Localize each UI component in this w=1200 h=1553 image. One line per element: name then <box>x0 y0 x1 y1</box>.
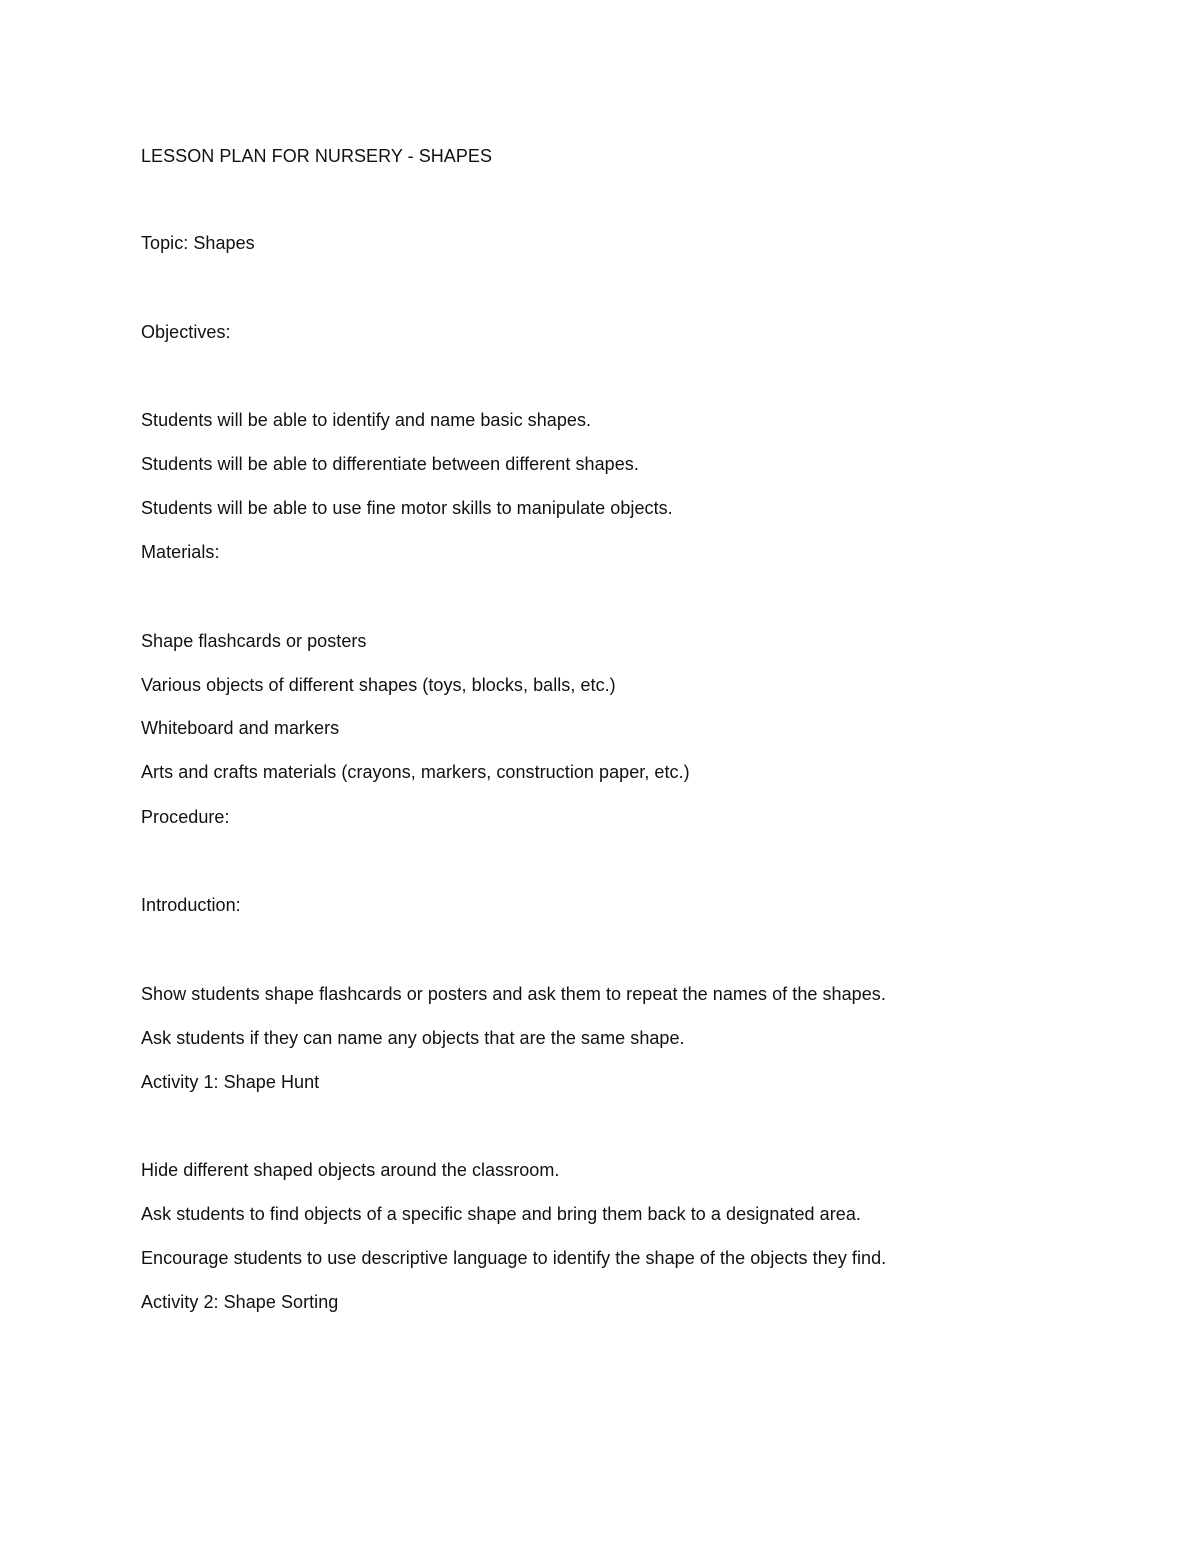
materials-heading: Materials: <box>141 542 220 562</box>
activity2-heading: Activity 2: Shape Sorting <box>141 1292 339 1312</box>
objective-item: Students will be able to identify and name basic shapes. <box>141 410 592 430</box>
introduction-item: Ask students if they can name any objects that are the same shape. <box>141 1028 685 1048</box>
introduction-item: Show students shape flashcards or posters and ask them to repeat the names of the shapes. <box>141 984 886 1004</box>
procedure-heading: Procedure: <box>141 807 230 827</box>
objectives-heading: Objectives: <box>141 322 231 342</box>
objective-item: Students will be able to use fine motor skills to manipulate objects. <box>141 498 673 518</box>
activity1-item: Encourage students to use descriptive language to identify the shape of the objects they find. <box>141 1248 887 1268</box>
activity1-item: Ask students to find objects of a specific shape and bring them back to a designated area. <box>141 1204 861 1224</box>
material-item: Various objects of different shapes (toys, blocks, balls, etc.) <box>141 675 616 695</box>
material-item: Arts and crafts materials (crayons, markers, construction paper, etc.) <box>141 762 690 782</box>
document-title: LESSON PLAN FOR NURSERY - SHAPES <box>141 146 493 166</box>
material-item: Whiteboard and markers <box>141 718 340 738</box>
activity1-heading: Activity 1: Shape Hunt <box>141 1072 320 1092</box>
material-item: Shape flashcards or posters <box>141 631 367 651</box>
objective-item: Students will be able to differentiate between different shapes. <box>141 454 639 474</box>
topic-line: Topic: Shapes <box>141 233 255 253</box>
activity1-item: Hide different shaped objects around the classroom. <box>141 1160 560 1180</box>
introduction-heading: Introduction: <box>141 895 241 915</box>
